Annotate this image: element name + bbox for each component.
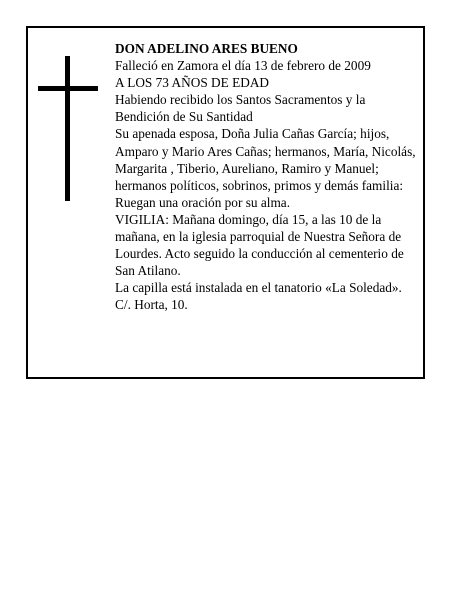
chapel-location: La capilla está instalada en el tanatorio «La Soledad». <box>115 280 402 296</box>
death-date-line: Falleció en Zamora el día 13 de febrero de 2009 <box>115 58 371 74</box>
cross-vertical-bar <box>65 56 70 201</box>
family-paragraph: Su apenada esposa, Doña Julia Cañas García; hijos, Amparo y Mario Ares Cañas; hermanos, María, Nicolás, Margarita , Tiberio, Aureliano, Ramiro y Manuel; hermanos políticos, sobrinos, primos y demás familia: <box>115 126 416 193</box>
obituary-text <box>115 40 420 314</box>
age-line: A LOS 73 AÑOS DE EDAD <box>115 75 270 91</box>
sacraments-line: Habiendo recibido los Santos Sacramentos y la Bendición de Su Santidad <box>115 92 366 125</box>
prayer-request: Ruegan una oración por su alma. <box>115 194 291 210</box>
cross-icon <box>38 56 98 201</box>
cross-horizontal-bar <box>38 86 98 91</box>
obituary-notice <box>26 26 425 379</box>
address-line: C/. Horta, 10. <box>115 297 188 313</box>
vigil-paragraph: VIGILIA: Mañana domingo, día 15, a las 10 de la mañana, en la iglesia parroquial de Nuestra Señora de Lourdes. Acto seguido la conducción al cementerio de San Atilano. <box>115 211 404 279</box>
deceased-name: DON ADELINO ARES BUENO <box>115 41 298 56</box>
